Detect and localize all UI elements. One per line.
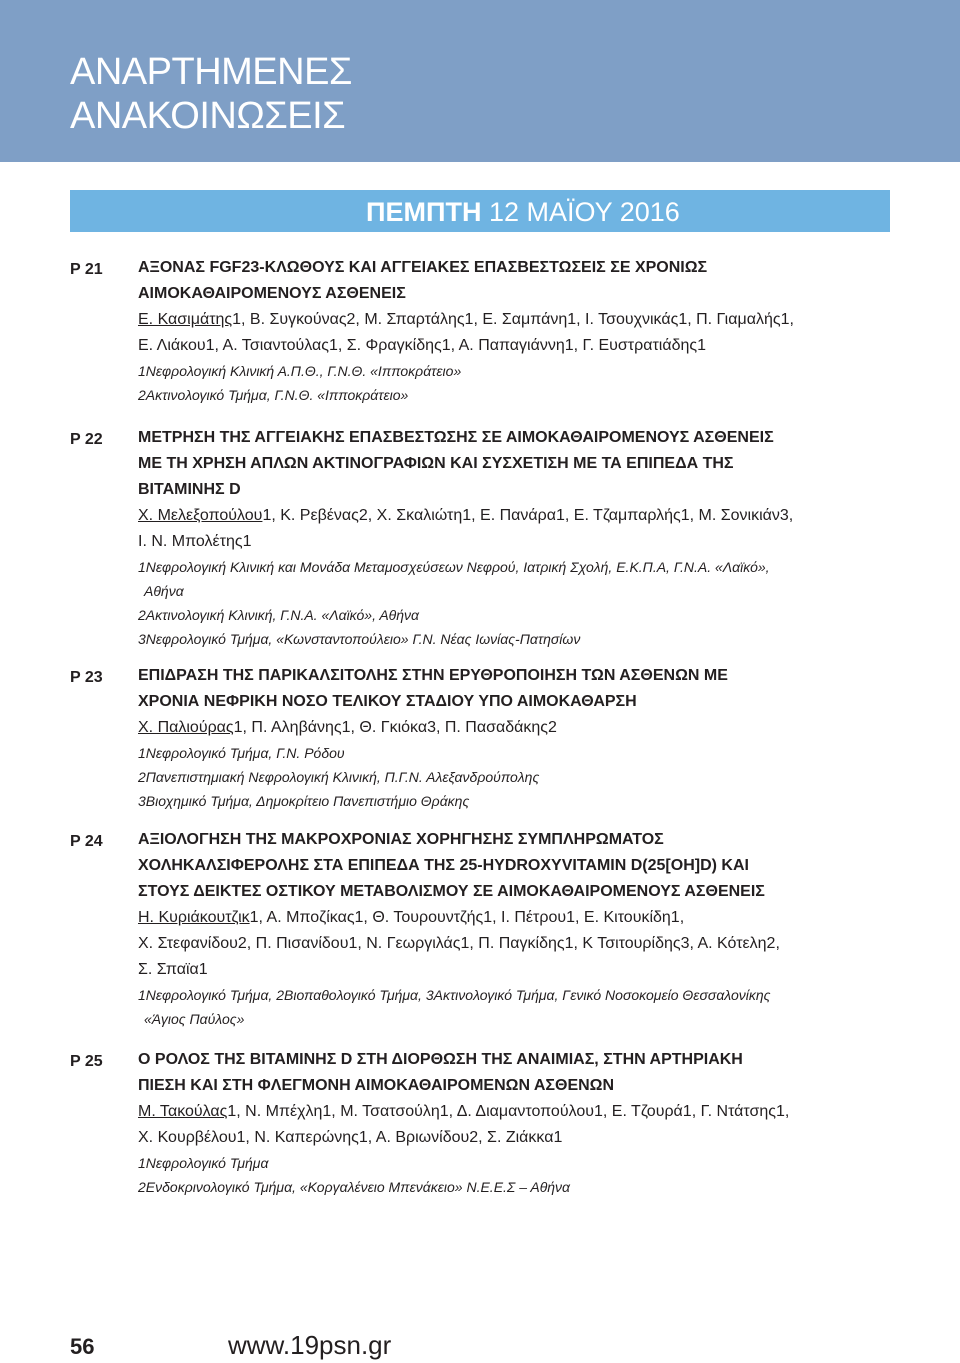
abstract-body <box>138 425 890 651</box>
authors-line: 1, Κ. Ρεβένας2, Χ. Σκαλιώτη1, Ε. Πανάρα1, Ε. Τζαμπαρλής1, Μ. Σονικιάν3, <box>262 507 794 524</box>
abstract-body <box>138 255 890 407</box>
authors-line: 1, Ν. Μπέχλη1, Μ. Τσατσούλη1, Δ. Διαμαντοπούλου1, Ε. Τζουρά1, Γ. Ντάτσης1, <box>227 1103 790 1120</box>
website-link[interactable]: www.19psn.gr <box>228 1330 392 1360</box>
title-line: ΧΟΛΗΚΑΛΣΙΦΕΡΟΛΗΣ ΣΤΑ ΕΠΙΠΕΔΑ ΤΗΣ 25-HYDROXYVITAMIN D(25[OH]D) ΚΑΙ <box>138 857 749 874</box>
title-line: ΑΞΙΟΛΟΓΗΣΗ ΤΗΣ ΜΑΚΡΟΧΡΟΝΙΑΣ ΧΟΡΗΓΗΣΗΣ ΣΥΜΠΛΗΡΩΜΑΤΟΣ <box>138 831 664 848</box>
abstract-code: P 21 <box>70 261 103 278</box>
title-line: ΜΕΤΡΗΣΗ ΤΗΣ ΑΓΓΕΙΑΚΗΣ ΕΠΑΣΒΕΣΤΩΣΗΣ ΣΕ ΑΙΜΟΚΑΘΑΙΡΟΜΕΝΟΥΣ ΑΣΘΕΝΕΙΣ <box>138 429 774 446</box>
section-title-line-1: ΑΝΑΡΤΗΜΕΝΕΣ <box>70 51 352 93</box>
presenting-author: Ε. Κασιμάτης <box>138 311 233 328</box>
affiliation: 1Νεφρολογική Κλινική Α.Π.Θ., Γ.Ν.Θ. «Ιπποκράτειο» <box>138 363 462 379</box>
abstract-affiliations <box>138 1151 890 1199</box>
abstract-code: P 22 <box>70 431 103 448</box>
affiliation: «Άγιος Παύλος» <box>144 1011 245 1027</box>
abstract-authors <box>138 715 890 741</box>
abstract-affiliations <box>138 741 890 813</box>
abstract-title <box>138 1047 890 1099</box>
abstract-affiliations <box>138 555 890 651</box>
day-date: 12 ΜΑΪΟΥ 2016 <box>489 197 680 227</box>
presenting-author: Η. Κυριάκουτζικ <box>138 909 250 926</box>
affiliation: 1Νεφρολογικό Τμήμα, 2Βιοπαθολογικό Τμήμα, 3Ακτινολογικό Τμήμα, Γενικό Νοσοκομείο Θεσσαλονίκης <box>138 987 771 1003</box>
abstract-code: P 24 <box>70 833 103 850</box>
title-line: ΕΠΙΔΡΑΣΗ ΤΗΣ ΠΑΡΙΚΑΛΣΙΤΟΛΗΣ ΣΤΗΝ ΕΡΥΘΡΟΠΟΙΗΣΗ ΤΩΝ ΑΣΘΕΝΩΝ ΜΕ <box>138 667 728 684</box>
affiliation: 1Νεφρολογικό Τμήμα, Γ.Ν. Ρόδου <box>138 745 345 761</box>
abstract-code: P 23 <box>70 669 103 686</box>
authors-line: 1, Π. Αληβάνης1, Θ. Γκιόκα3, Π. Πασαδάκης2 <box>233 719 557 736</box>
authors-line: Ε. Λιάκου1, Α. Τσιαντούλας1, Σ. Φραγκίδης1, Α. Παπαγιάννη1, Γ. Ευστρατιάδης1 <box>138 337 706 354</box>
abstract-code: P 25 <box>70 1053 103 1070</box>
day-title <box>366 190 680 232</box>
day-bar <box>70 190 890 232</box>
page-number: 56 <box>70 1334 95 1359</box>
abstract-authors <box>138 1099 890 1151</box>
affiliation: 2Ακτινολογική Κλινική, Γ.Ν.Α. «Λαϊκό», Αθήνα <box>138 607 420 623</box>
title-line: ΑΞΟΝΑΣ FGF23-ΚΛΩΘΟΥΣ ΚΑΙ ΑΓΓΕΙΑΚΕΣ ΕΠΑΣΒΕΣΤΩΣΕΙΣ ΣΕ ΧΡΟΝΙΩΣ <box>138 259 708 276</box>
authors-line: 1, Α. Μποζίκας1, Θ. Τουρουντζής1, Ι. Πέτρου1, Ε. Κιτουκίδη1, <box>249 909 685 926</box>
presenting-author: Χ. Μελεξοπούλου <box>138 507 263 524</box>
authors-line: Ι. Ν. Μπολέτης1 <box>138 533 252 550</box>
title-line: ΑΙΜΟΚΑΘΑΙΡΟΜΕΝΟΥΣ ΑΣΘΕΝΕΙΣ <box>138 285 406 302</box>
title-line: ΠΙΕΣΗ ΚΑΙ ΣΤΗ ΦΛΕΓΜΟΝΗ ΑΙΜΟΚΑΘΑΙΡΟΜΕΝΩΝ ΑΣΘΕΝΩΝ <box>138 1077 615 1094</box>
abstract-authors <box>138 905 890 983</box>
title-line: ΒΙΤΑΜΙΝΗΣ D <box>138 481 241 498</box>
affiliation: 3Νεφρολογικό Τμήμα, «Κωνσταντοπούλειο» Γ.Ν. Νέας Ιωνίας-Πατησίων <box>138 631 581 647</box>
affiliation: 2Ακτινολογικό Τμήμα, Γ.Ν.Θ. «Ιπποκράτειο» <box>138 387 409 403</box>
affiliation: 3Βιοχημικό Τμήμα, Δημοκρίτειο Πανεπιστήμιο Θράκης <box>138 793 470 809</box>
section-title-line-2: ΑΝΑΚΟΙΝΩΣΕΙΣ <box>70 95 346 137</box>
abstract-title <box>138 255 890 307</box>
presenting-author: Χ. Παλιούρας <box>138 719 234 736</box>
abstract-body <box>138 827 890 1031</box>
day-weekday: ΠΕΜΠΤΗ <box>366 197 482 227</box>
authors-line: 1, Β. Συγκούνας2, Μ. Σπαρτάλης1, Ε. Σαμπάνη1, Ι. Τσουχνικάς1, Π. Γιαμαλής1, <box>232 311 794 328</box>
title-line: ΧΡΟΝΙΑ ΝΕΦΡΙΚΗ ΝΟΣΟ ΤΕΛΙΚΟΥ ΣΤΑΔΙΟΥ ΥΠΟ ΑΙΜΟΚΑΘΑΡΣΗ <box>138 693 637 710</box>
abstract-title <box>138 425 890 503</box>
page-footer <box>0 1320 960 1363</box>
abstract-body <box>138 663 890 813</box>
section-title <box>70 50 352 138</box>
title-line: ΣΤΟΥΣ ΔΕΙΚΤΕΣ ΟΣΤΙΚΟΥ ΜΕΤΑΒΟΛΙΣΜΟΥ ΣΕ ΑΙΜΟΚΑΘΑΙΡΟΜΕΝΟΥΣ ΑΣΘΕΝΕΙΣ <box>138 883 765 900</box>
affiliation: 1Νεφρολογικό Τμήμα <box>138 1155 269 1171</box>
abstract-body <box>138 1047 890 1199</box>
affiliation: 2Πανεπιστημιακή Νεφρολογική Κλινική, Π.Γ.Ν. Αλεξανδρούπολης <box>138 769 540 785</box>
authors-line: Χ. Κουρβέλου1, Ν. Καπερώνης1, Α. Βριωνίδου2, Σ. Ζιάκκα1 <box>138 1129 563 1146</box>
authors-line: Χ. Στεφανίδου2, Π. Πισανίδου1, Ν. Γεωργιλάς1, Π. Παγκίδης1, Κ Τσιτουρίδης3, Α. Κότελη2, <box>138 935 780 952</box>
abstract-title <box>138 663 890 715</box>
title-line: Ο ΡΟΛΟΣ ΤΗΣ ΒΙΤΑΜΙΝΗΣ D ΣΤΗ ΔΙΟΡΘΩΣΗ ΤΗΣ ΑΝΑΙΜΙΑΣ, ΣΤΗΝ ΑΡΤΗΡΙΑΚΗ <box>138 1051 743 1068</box>
abstract-affiliations <box>138 359 890 407</box>
affiliation: 1Νεφρολογική Κλινική και Μονάδα Μεταμοσχεύσεων Νεφρού, Ιατρική Σχολή, Ε.Κ.Π.Α, Γ.Ν.Α. «Λαϊκό», <box>138 559 770 575</box>
authors-line: Σ. Σπαϊα1 <box>138 961 208 978</box>
title-line: ΜΕ ΤΗ ΧΡΗΣΗ ΑΠΛΩΝ ΑΚΤΙΝΟΓΡΑΦΙΩΝ ΚΑΙ ΣΥΣΧΕΤΙΣΗ ΜΕ ΤΑ ΕΠΙΠΕΔΑ ΤΗΣ <box>138 455 734 472</box>
abstract-authors <box>138 307 890 359</box>
presenting-author: Μ. Τακούλας <box>138 1103 228 1120</box>
abstract-affiliations <box>138 983 890 1031</box>
abstract-authors <box>138 503 890 555</box>
abstract-title <box>138 827 890 905</box>
affiliation: 2Ενδοκρινολογικό Τμήμα, «Κοργαλένειο Μπενάκειο» Ν.Ε.Ε.Σ – Αθήνα <box>138 1179 571 1195</box>
affiliation: Αθήνα <box>144 583 184 599</box>
